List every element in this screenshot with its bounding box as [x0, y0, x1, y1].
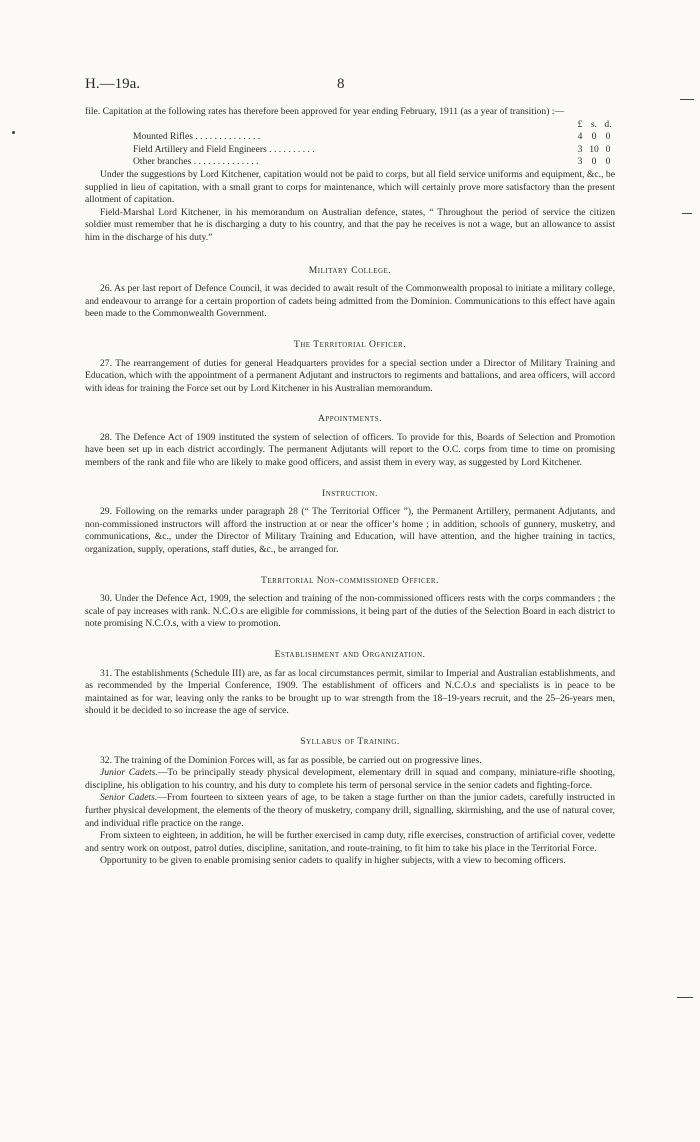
margin-mark [682, 213, 692, 214]
document-page [85, 76, 615, 868]
rate-pounds: 4 [577, 131, 583, 143]
rate-label: Mounted Rifles . . . . . . . . . . . . . . [133, 131, 261, 143]
section-heading: The Territorial Officer. [293, 338, 407, 350]
paragraph: 26. As per last report of Defence Council, it was decided to await result of the Commonwealth proposal to initiate a military college, and endeavour to arrange for a certain proportion of cadets being admitted from the Dominion. Communications to this effect have again been made to the Commonwealth Government. [85, 283, 615, 320]
rate-label: Field Artillery and Field Engineers . . . . . . . . . . [133, 143, 315, 155]
rate-pence: 0 [605, 143, 611, 155]
paragraph: 27. The rearrangement of duties for general Headquarters provides for a special section under a Director of Military Training and Education, which with the appointment of a permanent Adjutant and instructors to regiments and battalions, and area officers, will accord with ideas for training the Force set out by Lord Kitchener in his Australian memorandum. [85, 357, 615, 394]
paragraph: 32. The training of the Dominion Forces will, as far as possible, be carried out on progressive lines. [100, 754, 482, 766]
margin-dot [12, 131, 15, 134]
capitation-rates-table [133, 119, 615, 169]
margin-mark [677, 997, 693, 998]
document-reference: H.—19a. [85, 76, 140, 92]
section-heading: Territorial Non-commissioned Officer. [261, 574, 439, 586]
margin-mark [680, 99, 694, 100]
rate-shillings: 10 [589, 143, 599, 155]
body-text [85, 106, 615, 868]
column-pence: d. [604, 118, 612, 130]
section-heading: Military College. [308, 264, 392, 276]
paragraph [85, 767, 615, 792]
rates-header-row [133, 119, 615, 132]
section-heading: Instruction. [322, 487, 378, 499]
rate-pence: 0 [605, 156, 611, 168]
column-shillings: s. [590, 118, 598, 130]
section-heading: Appointments. [317, 413, 383, 425]
rate-pence: 0 [605, 131, 611, 143]
rate-pounds: 3 [577, 156, 583, 168]
intro-paragraph: file. Capitation at the following rates has therefore been approved for year ending February, 1911 (as a year of transition) :— [85, 106, 565, 117]
page-header [85, 76, 615, 98]
senior-cadets-text: —From fourteen to sixteen years of age, to be taken a stage further on than the junior cadets, carefully instructed in further physical development, the elements of the theory of musketry, company drill, signalling, skirmishing, and the use of natural cover, and individual rifle practice on the range. [85, 792, 615, 829]
paragraph: 31. The establishments (Schedule III) are, as far as local circumstances permit, similar to Imperial and Australian establishments, and as recommended by the Imperial Conference, 1909. The establishment of officers and N.C.O.s and specialists is in peace to be maintained as for war, leaving only the ranks to be brought up to war strength from the 18–19-years recruit, and the 25–26-years men, should it be decided to so increase the age of service. [85, 667, 615, 717]
rate-row [133, 156, 615, 169]
rate-row [133, 144, 615, 157]
rate-label: Other branches . . . . . . . . . . . . . . [133, 156, 259, 168]
section-heading: Establishment and Organization. [274, 649, 426, 660]
paragraph: From sixteen to eighteen, in addition, he will be further exercised in camp duty, rifle exercises, construction of artificial cover, vedette and sentry work on outpost, patrol duties, discipline, sanitation, and route-training, to fit him to take his place in the Territorial Force. [85, 830, 615, 854]
rate-pounds: 3 [577, 143, 583, 155]
page-number: 8 [337, 76, 345, 92]
junior-cadets-label: Junior Cadets. [100, 767, 158, 779]
paragraph [85, 792, 615, 830]
paragraph: Opportunity to be given to enable promising senior cadets to qualify in higher subjects, with a view to becoming officers. [100, 855, 566, 867]
junior-cadets-text: —To be principally steady physical development, elementary drill in squad and company, miniature-rifle shooting, discipline, his obligation to his country, and his duty to complete his term of personal service in the senior cadets and fighting-force. [85, 767, 616, 791]
paragraph: 29. Following on the remarks under paragraph 28 (“ The Territorial Officer ”), the Permanent Artillery, permanent Adjutants, and non-commissioned instructors will afford the instruction at or near the officer’s home ; in addition, schools of gunnery, musketry, and communications, &c., under the Director of Military Training and Education, will have attention, and the higher training in tactics, organization, supply, operations, staff duties, &c., be arranged for. [85, 506, 615, 556]
rate-row [133, 131, 615, 144]
paragraph: Under the suggestions by Lord Kitchener, capitation would not be paid to corps, but all field service uniforms and equipment, &c., be supplied in lieu of capitation, with a small grant to corps for maintenance, which will certainly prove more satisfactory than the present allotment of capitation. [85, 168, 615, 206]
senior-cadets-label: Senior Cadets. [100, 792, 158, 804]
rate-shillings: 0 [591, 156, 597, 168]
paragraph: 30. Under the Defence Act, 1909, the selection and training of the non-commissioned officers rests with the corps commanders ; the scale of pay increases with rank. N.C.O.s are eligible for commissions, it being part of the duties of the Selection Board in each district to note promising N.C.O.s, with a view to promotion. [85, 593, 615, 630]
paragraph: 28. The Defence Act of 1909 instituted the system of selection of officers. To provide for this, Boards of Selection and Promotion have been set up in each district accordingly. The permanent Adjutants will report to the O.C. corps from time to time on promising members of the rank and file who are likely to make good officers, and assist them in every way, as suggested by Lord Kitchener. [85, 431, 615, 469]
column-pounds: £ [577, 118, 583, 130]
rate-shillings: 0 [591, 131, 597, 143]
paragraph: Field-Marshal Lord Kitchener, in his memorandum on Australian defence, states, “ Throughout the period of service the citizen soldier must remember that he is discharging a duty to his country, and that the pay he receives is not a wage, but an allowance to assist him in the discharge of his duty.” [85, 206, 615, 243]
section-heading: Syllabus of Training. [300, 735, 400, 747]
